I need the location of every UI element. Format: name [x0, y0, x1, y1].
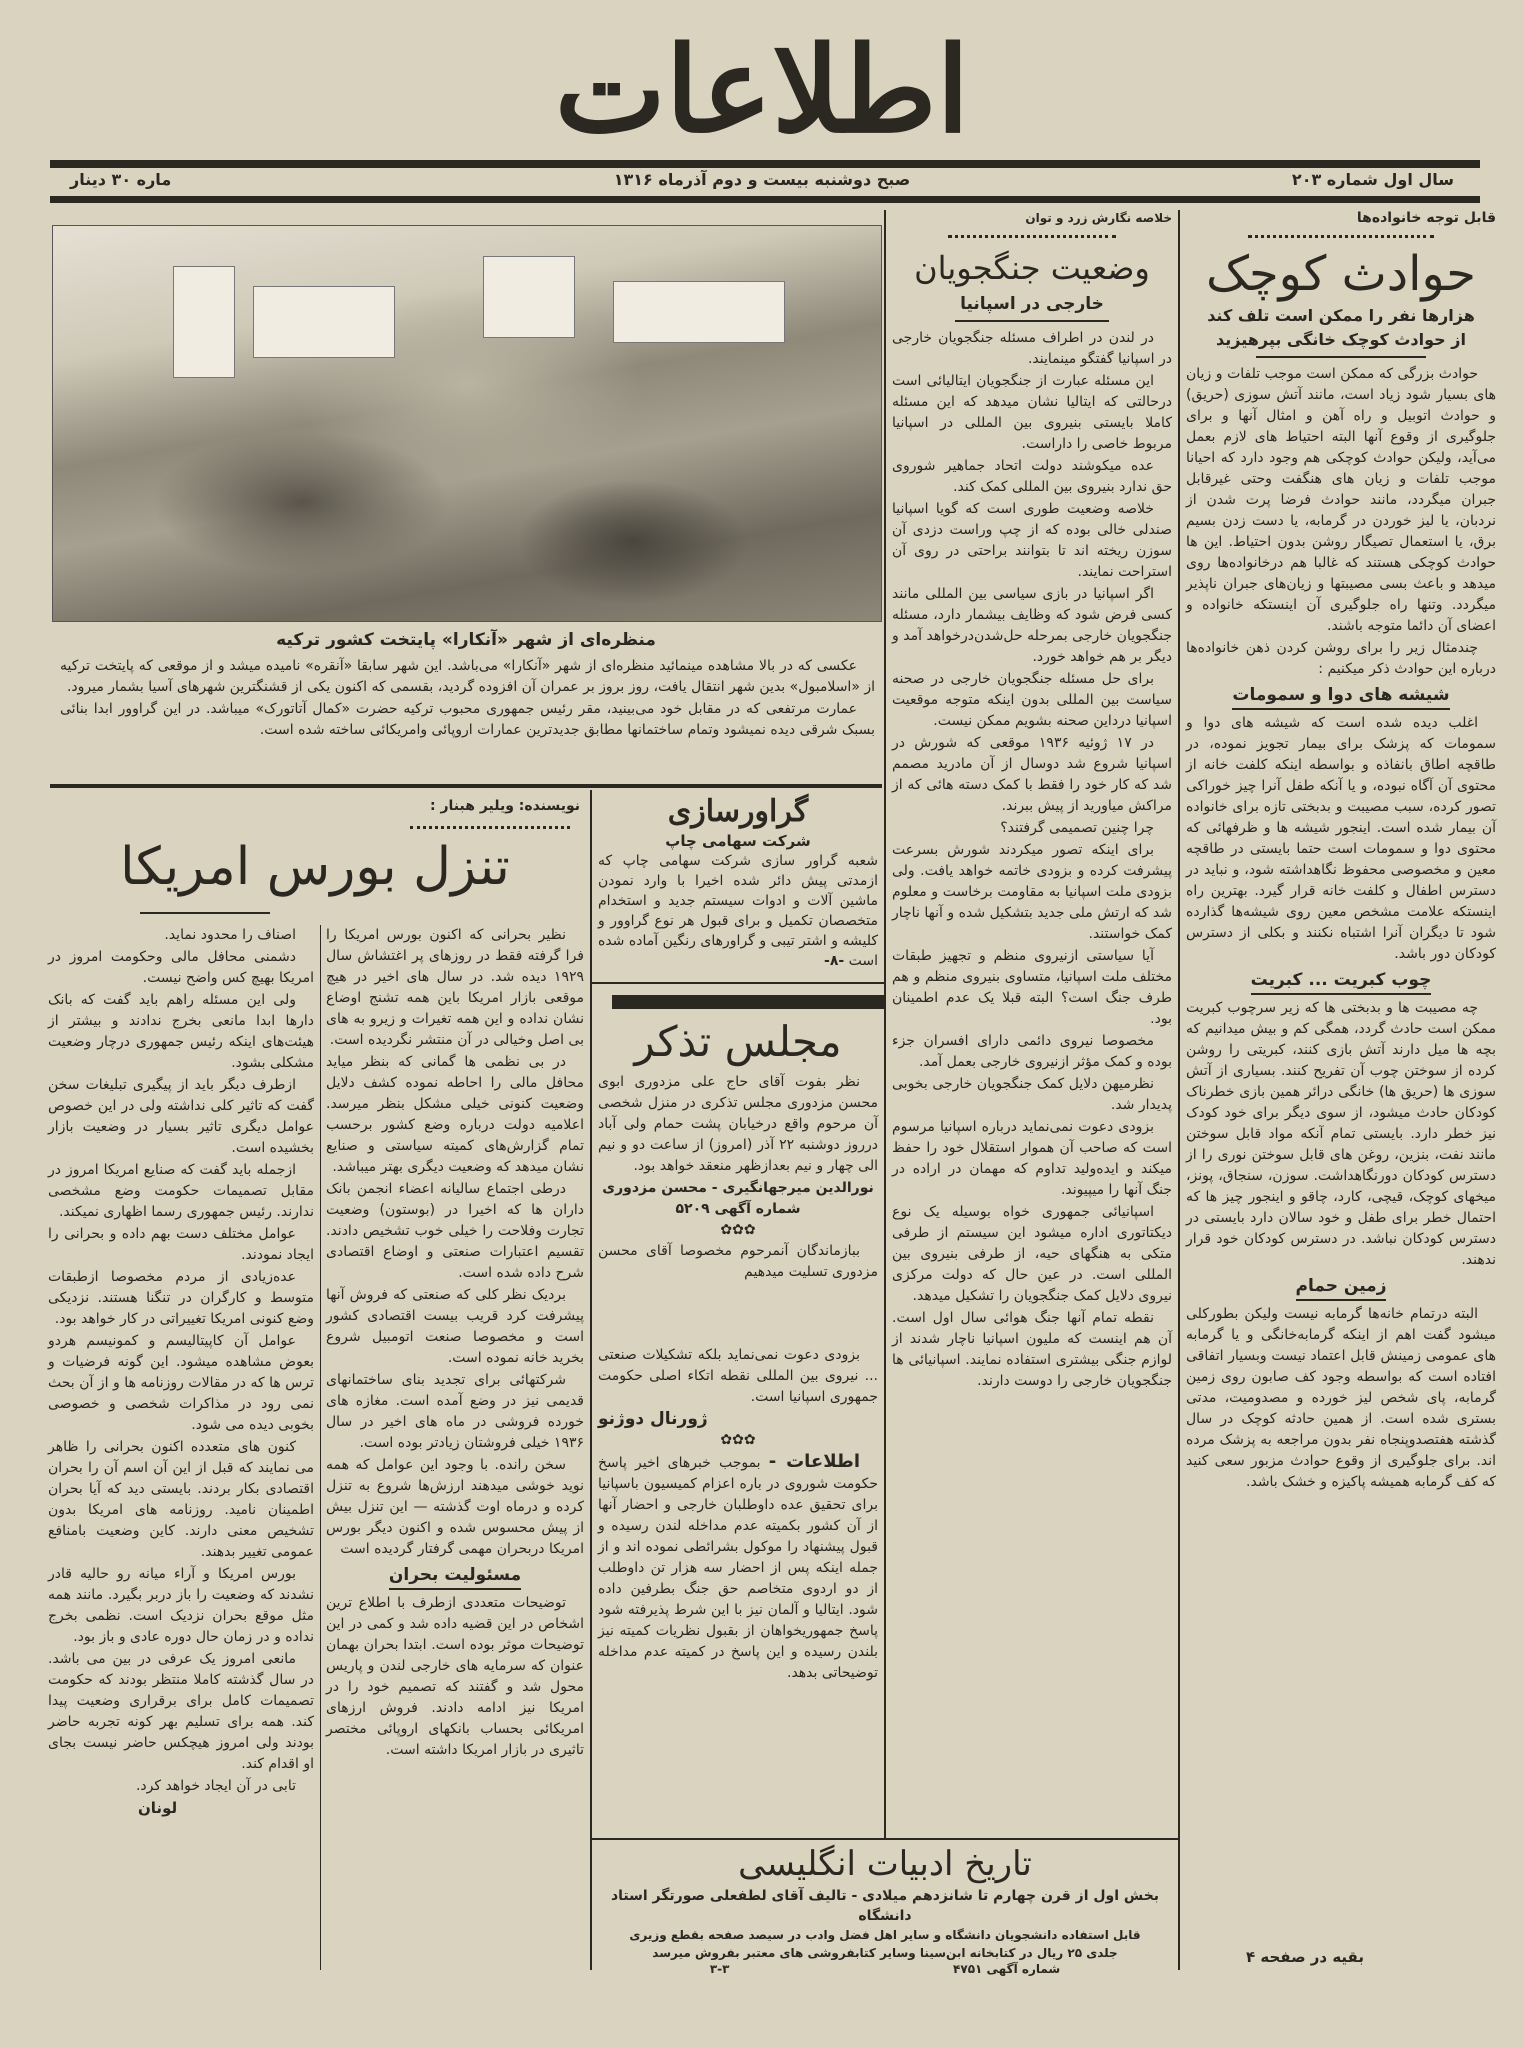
article-paragraph: توضیحات متعددی ازطرف با اطلاع ترین اشخاص در این قضیه داده شد و کمی در این توضیحات موثر بوده است. ابتدا بحران بهمان عنوان که سرمایه های خارجی لندن و پاریس محول شد و گفتند که تصمیم خود را در امریکا نیز ادامه دادند. فروش ارزهای امریکائی بحساب بانکهای اروپائی مختصر تاثیری در بازار امریکا داشته است.	[326, 1595, 584, 1758]
article-paragraph: در لندن در اطراف مسئله جنگجویان خارجی در اسپانیا گفتگو مینمایند.	[892, 330, 1172, 367]
article-paragraph: نقطه تمام آنها جنگ هوائی سال اول است. آن هم اینست که ملیون اسپانیا ناچار شدند از لوازم جنگی بیشتری استفاده نمایند. اسپانیائی ها جنگجویان خارجی را دوست دارند.	[892, 1310, 1172, 1389]
ad-english-literature	[598, 1842, 1172, 1976]
issue-number: سال اول شماره ۲۰۳	[1291, 170, 1454, 189]
article-paragraph: ولی این مسئله راهم باید گفت که بانک دارها ابدا مانعی بخرج ندادند و بیشتر از هیئت‌های اینکه رئیس جمهوری درچار وضعیت مشکلی بشود.	[48, 992, 314, 1071]
notice-body: نظر بفوت آقای حاج علی مزدوری ابوی محسن مزدوری مجلس تذکری در منزل شخصی آن مرحوم واقع درخیابان پشت حمام ولی آباد درروز دوشنبه ۲۲ آذر (امروز) از ساعت دو و نیم الی چهار و نیم بعدازظهر منعقد خواهد بود.	[598, 1074, 878, 1174]
divider	[948, 229, 1116, 238]
ad-headline: گراورسازی	[667, 794, 809, 829]
article-paragraph: سخن رانده. با وجود این عوامل که همه نوید خوشی میدهند ارزش‌ها شروع به تنزل کرده و درماه اوت گذشته — این تنزل بیش از پیش محسوس شده و اکنون دیگر بورس امریکا دربحران مهمی گرفتار گردیده است	[326, 1457, 584, 1557]
article-kicker: قابل توجه خانواده‌ها	[1356, 210, 1496, 226]
notice-signers: نورالدین میرجهانگیری - محسن مزدوری	[602, 1180, 874, 1196]
article-kicker: خلاصه نگارش زرد و توان	[1025, 211, 1172, 225]
article-paragraph: اصناف را محدود نماید.	[164, 927, 296, 943]
article-paragraph: برای اینکه تصور میکردند شورش بسرعت پیشرفت کرده و بزودی خاتمه خواهد یافت. ولی بزودی ملت اسپانیا به مقاومت برخاست و معلوم شد که ارتش ملی جدید بتشکیل شده و آنها ناچار کمک خواستند.	[892, 842, 1172, 942]
masthead	[0, 20, 1524, 160]
condolence: ببازماندگان آنمرحوم مخصوصا آقای محسن مزدوری تسلیت میدهیم	[598, 1243, 878, 1280]
ad-company: شرکت سهامی چاپ	[665, 832, 811, 850]
article-paragraph: چرا چنین تصمیمی گرفتند؟	[1000, 820, 1154, 836]
article-paragraph: خلاصه وضعیت طوری است که گویا اسپانیا صندلی خالی بوده که از چپ وراست دزدی آن سوزن ریخته اند تا بتوانند براحتی در روی آن استراحت نمایند.	[892, 501, 1172, 580]
divider	[592, 982, 884, 984]
article-paragraph: برای حل مسئله جنگجویان خارجی در صحنه سیاست بین المللی بدون اینکه متوجه موقعیت اسپانیا درداین صحنه بشویم ممکن نیست.	[892, 671, 1172, 729]
article-byline: نویسنده: ویلیر هبنار :	[430, 798, 580, 814]
ad-line: قابل استفاده دانشجویان دانشگاه و سایر اهل فضل وادب در سیصد صفحه بقطع وزیری	[629, 1928, 1141, 1942]
article-paragraph: ازجمله باید گفت که صنایع امریکا امروز در مقابل تصمیمات حکومت وضع مشخصی ندارند. رئیس جمهوری رسما اظهاری نمیکند.	[48, 1162, 314, 1220]
article-signature: لونان	[138, 1799, 178, 1817]
ad-number: شماره آگهی ۵۲۰۹	[675, 1201, 801, 1217]
notice-memorial	[598, 1012, 878, 1284]
article-paragraph: نظرمیهن دلایل کمک جنگجویان خارجی بخوبی پدیدار شد.	[892, 1076, 1172, 1113]
article-paragraph: چندمثال زیر را برای روشن کردن ذهن خانواده‌ها درباره این حوادث ذکر میکنیم :	[1186, 640, 1496, 677]
divider	[1248, 229, 1434, 238]
ad-line: بخش اول از قرن چهارم تا شانزدهم میلادی - تالیف آقای لطفعلی صورتگر استاد دانشگاه	[610, 1888, 1160, 1924]
ad-code: -۸-	[824, 953, 845, 969]
ad-gravure	[598, 793, 878, 971]
section-heading: مسئولیت بحران	[389, 1565, 521, 1590]
article-small-accidents	[1186, 208, 1496, 1494]
article-paragraph: بزودی دعوت نمی‌نماید بلکه تشکیلات صنعتی ... نیروی بین المللی نقطه اتکاء اصلی حکومت جمهوری اسپانیا است.	[598, 1347, 878, 1405]
article-paragraph: در ۱۷ ژوئیه ۱۹۳۶ موقعی که شورش در اسپانیا شروع شد دوسال از آن مادرید مصمم شد که کار خود را فقط با کمک دسته هائی که از مراکش میاورید از پیش ببرند.	[892, 735, 1172, 814]
column-divider	[1178, 210, 1180, 1970]
notice-headline: مجلس تذکر	[634, 1017, 842, 1066]
article-paragraph: کنون های متعدده اکنون بحرانی را ظاهر می نمایند که قبل از این آن اسم آن را بحران اقتصادی بکار بردند. بایستی دید که آیا بحران اطمینان نامید. روزنامه های امریکا بدون تشخیص معنی دارند. کاین وضعیت بامنافع عمومی تغییر بدهند.	[48, 1439, 314, 1560]
photo-caption-title: منظره‌ای از شهر «آنکارا» پایتخت کشور ترکیه	[276, 630, 656, 650]
article-paragraph: البته درتمام خانه‌ها گرمابه نیست ولیکن بطورکلی میشود گفت اهم از اینکه گرمابه‌خانگی و یا گرمابه های عمومی زمینش قابل اعتماد نیست وبسیار اتفاقی افتاده است که بواسطه وجود کف صابون روی زمین گرمابه، پای شخص لیز خورده و مصدومیت، مدتی بستری شده است. از همین حادثه کوچک در سال گذشته هفتصدوپنجاه نفر بدون مراجعه به پزشک مرده اند. برای جلوگیری از وقوع حوادث مزبور سعی کنید که کف گرمابه همیشه پاکیزه و خشک باشد.	[1186, 1306, 1496, 1490]
article-paragraph: بزودی دعوت نمی‌نماید درباره اسپانیا مرسوم است که صاحب آن هموار استقلال خود را حفظ میکند و ایده‌ولید تداوم که مهمان در اراده در جنگ آنها را میپیوند.	[892, 1119, 1172, 1198]
continued-on-page[interactable]: بقیه در صفحه ۴	[1245, 1948, 1364, 1966]
newspaper-logo: اطلاعات	[554, 20, 970, 159]
article-paragraph: شرکتهائی برای تجدید بنای ساختمانهای قدیمی نیز در وضع آمده است. مغازه های خورده فروشی در ماه های اخیر در سال ۱۹۳۶ خیلی فروشتان زیادتر بوده است.	[326, 1372, 584, 1451]
section-heading: شیشه های دوا و سمومات	[1232, 685, 1449, 710]
divider	[410, 820, 570, 829]
header-bottom-rule	[50, 196, 1480, 203]
photo-caption	[60, 656, 875, 742]
article-subhead: خارجی در اسپانیا	[960, 294, 1104, 314]
article-paragraph: ازطرف دیگر باید از پیگیری تبلیغات سخن گفت که تاثیر کلی نداشته ولی در این خصوص عوامل دیگری تاثیر بسیار در وضعیت بازار بخشیده است.	[48, 1077, 314, 1156]
article-paragraph: عوامل آن کاپیتالیسم و کمونیسم هردو بعوض مشاهده میشود. این گونه فرضیات و ترس ها که در مقالات روزنامه ها و از آن بحث نمی رود در مذاکرات شخصی و خصوصی بخوبی دیده می شود.	[48, 1333, 314, 1433]
caption-paragraph: عمارت مرتفعی که در مقابل خود می‌بینید، مقر رئیس جمهوری محبوب ترکیه حضرت «کمال آتاتورک» میباشد. در این گراوور ابدا بنائی بسبک شرقی دیده نمیشود وتمام ساختمانها مطابق جدیدترین عمارات اروپائی وامریکائی ساخته شده است.	[60, 701, 875, 738]
article-paragraph: چه مصیبت ها و بدبختی ها که زیر سرچوب کبریت ممکن است حادث گردد، همگی کم و بیش میدانیم که بچه ها میل دارند آتش بازی کنند، کبریتی را روشن کرده از سوختن چوب آن تفریح کنند. بسیاری از آتش سوزی ها (حریق ها) خانگی درائر همین بازی خطرناک کودکان حادث میشود، از سوی دیگر برای خود کودک نیز خطر دارد. بایستی تمام آنکه مواد قابل سوختن مانند نفت، بنزین، روغن های قابل سوختن نوری را از دسترس کودکان دورنگاهداشت. سوزن، سنجاق، پونز، میخهای کوچک، قیچی، کارد، چاقو و اینجور چیز ها که احتمال خطر برای طفل و خود سالان دارد بایستی در دسترس کودکان نباشد. در دسترس کودکان خود قرار ندهند.	[1186, 1000, 1496, 1268]
article-paragraph: اغلب دیده شده است که شیشه های دوا و سمومات که پزشک برای بیمار تجویز نموده، در طاقچه اطاق بانفاذه و بواسطه اینکه کلفت خانه از محتوی آن آگاه نبوده، و یا آنکه طفل آنرا چیز خوراکی تصور کرده، سبب مصیبت و بدبختی تازه برای خانواده آن بیمار شده است. اینجور شیشه ها و ظرفهائی که محتوی دوا و سمومات است حتما بایستی در طاقچه معین و مخصوصی محفوظ نگاهداشته شود، و نباید در دسترس اطفال و کلفت خانه قرار گیرد. بهترین راه اینستکه علامت مشخص معین روی شیشه‌ها گذارده شود تا دیگران آنرا اشتباه نکنند و بکلی از دسترس کودکان دور باشد.	[1186, 715, 1496, 962]
article-paragraph: در بی نظمی ها گمانی که بنظر میاید محافل مالی را احاطه نموده کشف دلایل وضعیت کنونی خیلی مشکل بنظر میرسد. اعلامیه دولت درباره وضع کشور برحسب تمام گزارش‌های کمیته سیاستی و صنایع نشان میدهد که وضعیت دیگری بهتر میباشد.	[326, 1054, 584, 1175]
article-paragraph: مخصوصا نیروی دائمی دارای افسران جزء بوده و کمک مؤثر ازنیروی خارجی بعمل آمد.	[892, 1033, 1172, 1070]
header-top-rule	[50, 160, 1480, 168]
article-headline: حوادث کوچک	[1206, 246, 1476, 302]
article-spain-foreign-fighters	[892, 208, 1172, 1393]
article-paragraph: اگر اسپانیا در بازی سیاسی بین المللی مانند کسی فرض شود که وظایف بیشمار دارد، مسئله جنگجویان خارجی بمرحله حل‌شدن‌درخواهد آمد و دیگر بر هم خواهد خورد.	[892, 586, 1172, 665]
article-paragraph: نظیر بحرانی که اکنون بورس امریکا را فرا گرفته فقط در روزهای پر اغتشاش سال ۱۹۲۹ دیده شد. در سال های اخیر در هیچ موقعی بازار امریکا باین همه تشنج اوضاع نشان نداده و این همه تغیرات و زیرو به های بی اصل وخیالی در آن منتشر نگردیده است.	[326, 927, 584, 1048]
ad-line: جلدی ۲۵ ریال در کتابخانه ابن‌سینا وسایر کتابفروشی های معتبر بفروش میرسد	[652, 1946, 1118, 1960]
section-heading: زمین حمام	[1296, 1276, 1387, 1301]
lead-label: اطلاعات -	[768, 1451, 861, 1472]
ornament: ✿✿✿	[720, 1432, 756, 1448]
article-paragraph: اسپانیائی جمهوری خواه بوسیله یک نوع دیکتاتوری اداره میشود این سیستم از طرفی متکی به هنگهای حیه، از طرفی بنیروی بین المللی است. در عین حال که دولت مرکزی نیروی دلایل کمک جنگجویان را تشکیل میدهد.	[892, 1204, 1172, 1304]
ornament: ✿✿✿	[720, 1222, 756, 1238]
divider	[592, 1838, 1178, 1840]
column-divider	[884, 210, 886, 1840]
article-paragraph: مانعی امروز یک عرفی در بین می باشد. در سال گذشته کاملا منتظر بودند که حکومت تصمیمات کامل برای برقراری وضعیت پیدا کند. همه برای تسلیم بهر کونه تجربه حاضر بودند ولی امروز هیچکس حاضر نیست بجای او اقدام کند.	[48, 1651, 314, 1772]
section-heading: چوب کبریت ... کبریت	[1251, 970, 1432, 995]
ad-code: ۳-۳	[709, 1962, 730, 1976]
ad-body: شعبه گراور سازی شرکت سهامی چاپ که ازمدتی پیش دائر شده اخیرا با وارد نمودن ماشین آلات و ادوات سیستم جدید و استخدام متخصصان تکمیل و برای قبول هر نوع گراوور و کلیشه و اشتر تیبی و گراورهای رنگین آماده شده است	[598, 853, 878, 969]
article-paragraph: حوادث بزرگی که ممکن است موجب تلفات و زیان های بسیار شود زیاد است، مانند آتش سوزی (حریق) و حوادث اتوبیل و راه آهن و امثال آنها و برای جلوگیری از وقوع آنها البته احتیاط های لازم بعمل می‌آید، ولیکن حوادث کوچکی هم وجود دارد که احیانا موجب تلفات و زیان های هنگفت وحتی غیرقابل جبران میگردد، مانند حوادث فرضا پرت شدن از نردبان، یا لیز خوردن در گرمابه، یا دست زدن بسیم برق، یا استعمال تصیگار روشن بدون احتیاط. این ها حوادث کوچکی هستند که غالبا هم درخانواده‌ها روی میدهد و باعث بسی مصیبتها و زیان‌های جبران ناپذیر میگردد. وتنها راه جلوگیری آن اینستکه خانواده و اعضای آن دائما متوجه باشند.	[1186, 366, 1496, 634]
article-subhead: از حوادث کوچک خانگی بپرهیزید	[1216, 330, 1466, 349]
article-paragraph: تابی در آن ایجاد خواهد کرد.	[135, 1778, 296, 1794]
divider	[1256, 356, 1427, 358]
bourse-column-right	[326, 925, 584, 1762]
caption-paragraph: عکسی که در بالا مشاهده مینمائید منظره‌ای از شهر «آنکارا» می‌باشد. این شهر سابقا «آنقره» نامیده میشد و از موقعی که پایتخت ترکیه از «اسلامبول» بدین شهر انتقال یافت، روز بروز بر عمران آن افزوده گردید، بقسمی که اکنون یکی از قشنگترین شهرهای آسیا بشمار میرود.	[60, 658, 875, 695]
article-paragraph: آیا سیاستی ازنیروی منظم و تجهیز طبقات مختلف ملت اسپانیا، متساوی بنیروی منظم و هم طرف جنگ است؟ البته قبلا یک عدم اطمینان بود.	[892, 948, 1172, 1027]
issue-price: ماره ۳۰ دینار	[70, 170, 172, 189]
article-paragraph: عده میکوشند دولت اتحاد جماهیر شوروی حق ندارد بنیروی بین المللی کمک کند.	[892, 458, 1172, 495]
article-paragraph: درطی اجتماع سالیانه اعضاء انجمن بانک داران ها که اخیرا در (بوستون) وضعیت تجارت وفلاحت را خیلی خوب تشخیص دادند. تقسیم اعتبارات صنعتی و اوضاع اقتصادی شرح داده شده است.	[326, 1181, 584, 1281]
ad-headline: تاریخ ادبیات انگلیسی	[738, 1844, 1032, 1884]
article-paragraph: دشمنی محافل مالی وحکومت امروز در امریکا بهیچ کس واضح نیست.	[48, 949, 314, 986]
column-divider	[320, 925, 321, 1970]
article-paragraph: بورس امریکا و آراء میانه رو حالیه قادر نشدند که وضعیت را باز دربر بگیرد. مانند همه مثل موقع بحران نزدیک است. نظمی بخرج نداده و در زمان حال دوره عادی و باز بود.	[48, 1566, 314, 1645]
article-source: ژورنال دوژنو	[598, 1409, 708, 1429]
article-spain-continued	[598, 1345, 878, 1685]
article-subhead: هزارها نفر را ممکن است تلف کند	[1207, 306, 1475, 325]
article-paragraph: این مسئله عبارت از جنگجویان ایتالیائی است درحالتی که ایتالیا نشان میدهد که این مسئله کاملا بایستی بنیروی بین المللی در اسپانیا مربوط خاصی را داراست.	[892, 373, 1172, 452]
memorial-top-bar	[612, 995, 884, 1009]
divider	[955, 320, 1109, 322]
article-paragraph: بردیک نظر کلی که صنعتی که فروش آنها پیشرفت کرد قریب بیست اقتصادی کشور است و مخصوصا صنعت اتومبیل شروع بخرید خانه نموده است.	[326, 1287, 584, 1366]
ankara-photo	[52, 225, 882, 622]
bourse-column-left	[48, 925, 314, 1819]
section-rule	[50, 784, 882, 788]
article-headline: تنزل بورس امریکا	[120, 837, 510, 897]
divider	[140, 912, 270, 914]
article-paragraph: عوامل مختلف دست بهم داده و بحرانی را ایجاد نمودند.	[48, 1226, 314, 1263]
issue-date: صبح دوشنبه بیست و دوم آذرماه ۱۳۱۶	[613, 170, 911, 189]
column-divider	[590, 790, 592, 1970]
article-paragraph: عده‌زیادی از مردم مخصوصا ازطبقات متوسط و کارگران در تنگنا هستند. نزدیکی وضع کنونی امریکا تغییراتی در کار خواهد بود.	[48, 1269, 314, 1327]
article-paragraph: بموجب خبرهای اخیر پاسخ حکومت شوروی در باره اعزام کمیسیون باسپانیا برای تحقیق عده داوطلبان خارجی و احضار آنها از آن کشور بکمیته عدم مداخله لندن رسیده و قبول پیشنهاد را موکول بشرائطی نموده اند و از جمله اینکه پس از احضار سه هزار تن داوطلب از دو اردوی متخاصم حق جنگ بطرفین داده شود. ایتالیا و آلمان نیز با این شرط پذیرفته شود پاسخ جمهوریخواهان از بقبول نظریات کمیته نیز بلندن رسیده و این پاسخ در کمیته عدم مداخله توضیحاتی بدهد.	[598, 1455, 878, 1681]
article-headline: وضعیت جنگجویان	[914, 249, 1150, 287]
ad-number: شماره آگهی ۴۷۵۱	[953, 1962, 1061, 1976]
